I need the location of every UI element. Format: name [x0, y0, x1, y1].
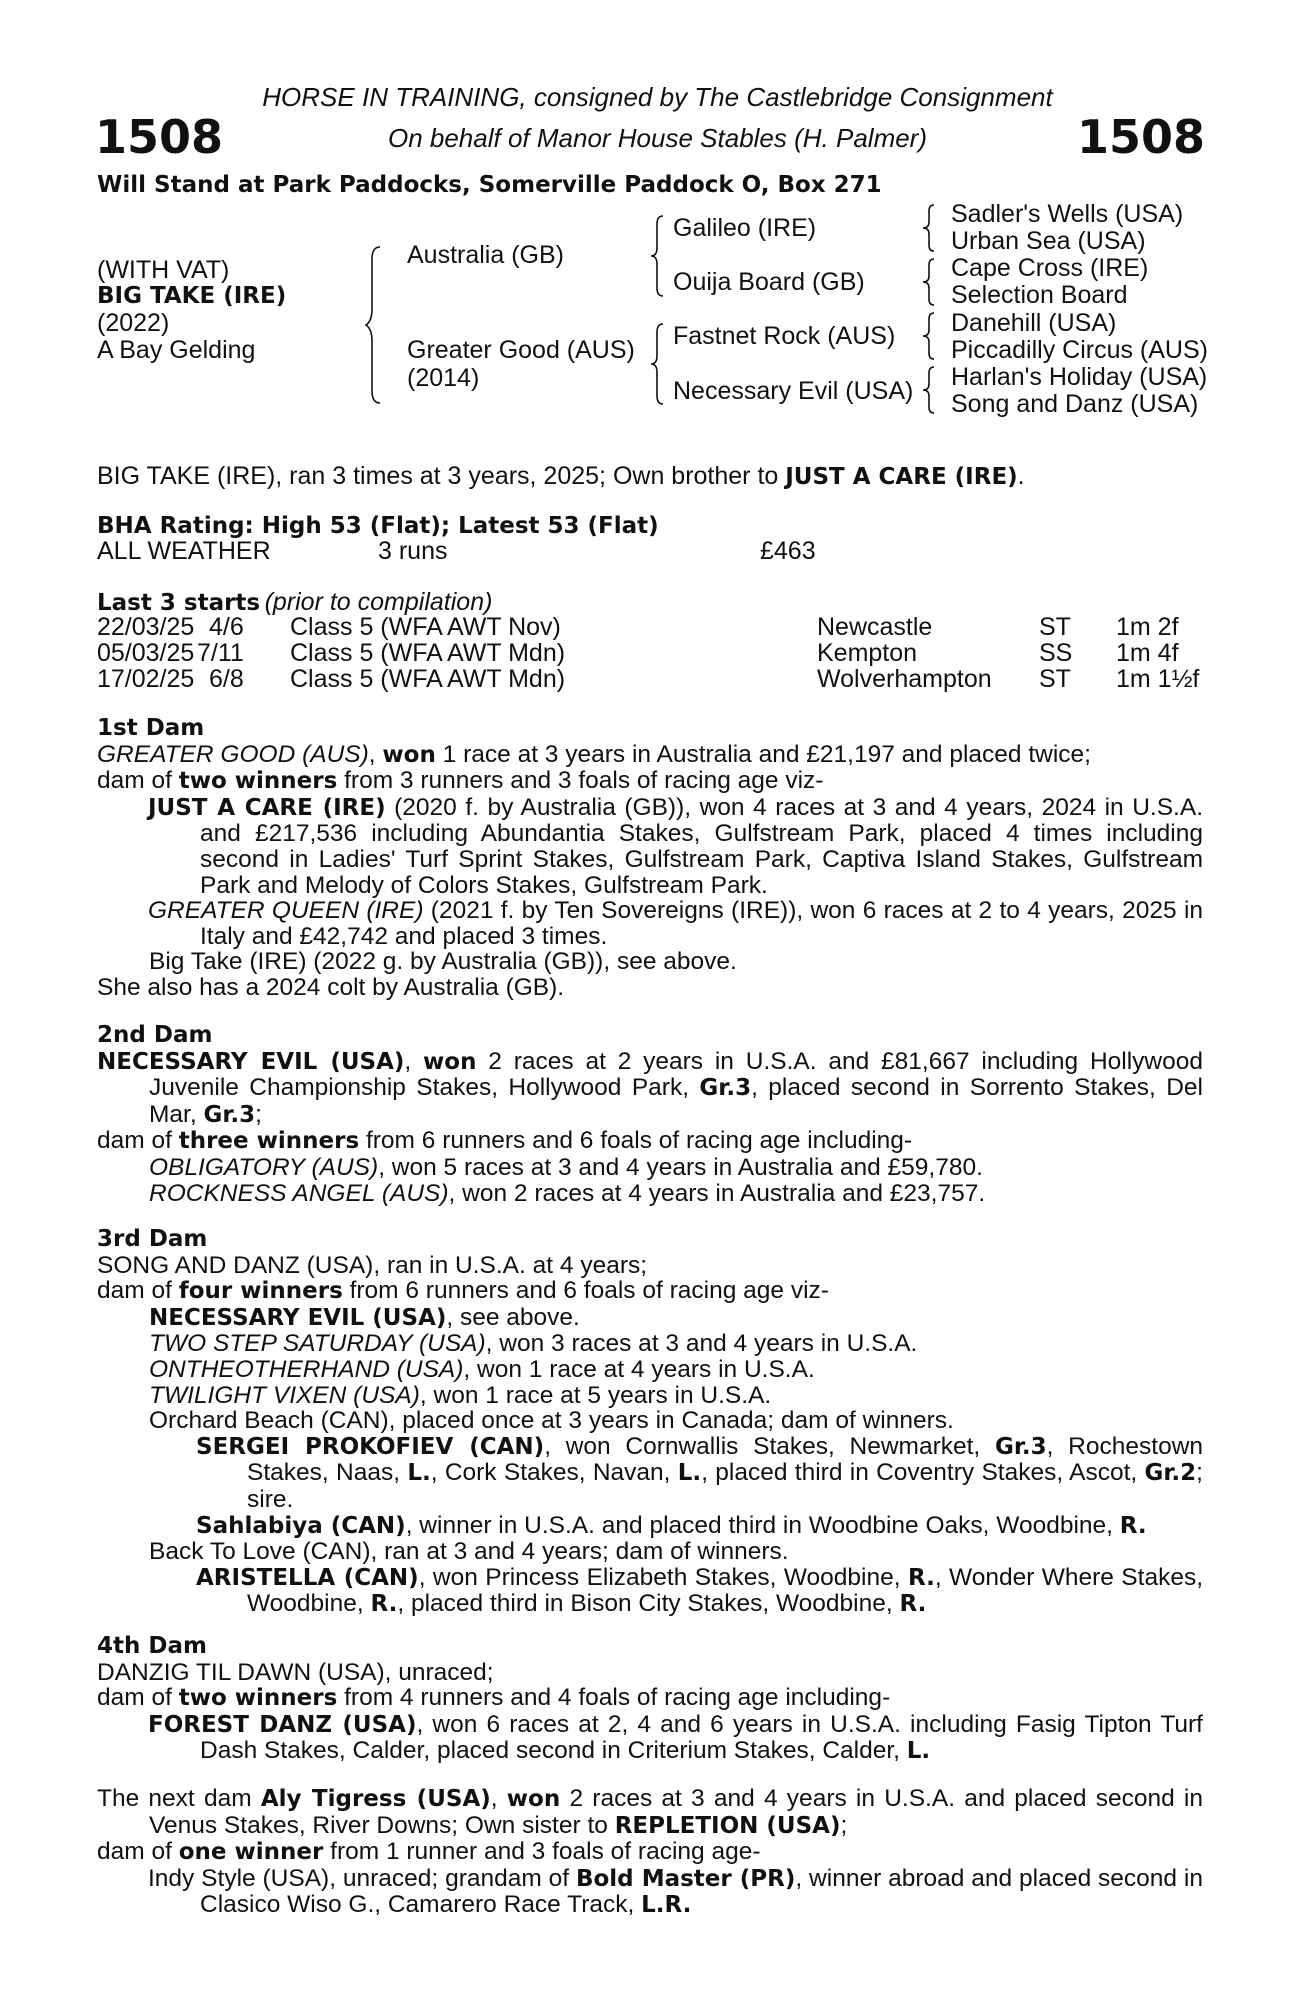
pedigree-sire-dam: Ouija Board (GB): [673, 268, 865, 296]
bha-rating: BHA Rating: High 53 (Flat); Latest 53 (Flat): [97, 513, 659, 539]
horse-description: A Bay Gelding: [97, 336, 256, 364]
brace-gen3-1: [923, 203, 937, 253]
list-item: ROCKNESS ANGEL (AUS), won 2 races at 4 years in Australia and £23,757.: [149, 1179, 986, 1207]
pedigree-dam-year: (2014): [407, 364, 480, 392]
pedigree-brace-dam: [651, 322, 667, 406]
pedigree-sdd: Selection Board: [951, 281, 1128, 309]
list-item: Orchard Beach (CAN), placed once at 3 years in Canada; dam of winners.: [149, 1407, 954, 1435]
pedigree-sire-sire: Galileo (IRE): [673, 214, 817, 242]
pedigree-sire: Australia (GB): [407, 241, 564, 269]
pedigree-dds: Harlan's Holiday (USA): [951, 363, 1208, 391]
list-item: FOREST DANZ (USA), won 6 races at 2, 4 and 6 years in U.S.A. including Fasig Tipton Turf Dash Stakes, Calder, placed second in Criterium Stakes, Calder, L.: [148, 1710, 1203, 1765]
first-dam-section: 1st Dam GREATER GOOD (AUS), won 1 race at 3 years in Australia and £21,197 and placed twice; dam of two winners from 3 runners and 3 foals of racing age viz- JUST A CARE (IRE) (2020 f. by Australia (GB)), won 4 races at 3 and 4 years, 2024 in U.S.A. and £217,536 including Abundantia Stakes, Gulfstream Park, placed 4 times including second in Ladies' Turf Sprint Stakes, Gulfstream Park, Captiva Island Stakes, Gulfstream Park and Melody of Colors Stakes, Gulfstream Park. GREATER QUEEN (IRE) (2021 f. by Ten Sovereigns (IRE)), won 6 races at 2 to 4 years, 2025 in Italy and £42,742 and placed 3 times. Big Take (IRE) (2022 g. by Australia (GB)), see above. She also has a 2024 colt by Australia (GB).: [97, 715, 1204, 1001]
pedigree-dam-dam: Necessary Evil (USA): [673, 377, 914, 405]
consignment-line: HORSE IN TRAINING, consigned by The Castlebridge Consignment: [262, 82, 1053, 112]
list-item: NECESSARY EVIL (USA), see above.: [149, 1303, 580, 1331]
list-item: ARISTELLA (CAN), won Princess Elizabeth Stakes, Woodbine, R., Wonder Where Stakes, Woodbine, R., placed third in Bison City Stakes, Woodbine, R.: [196, 1563, 1204, 1618]
lot-number-right: 1508: [1076, 110, 1205, 164]
list-item: OBLIGATORY (AUS), won 5 races at 3 and 4 years in Australia and £59,780.: [149, 1153, 983, 1181]
surface-label: ALL WEATHER: [97, 537, 271, 565]
pedigree-sss: Sadler's Wells (USA): [951, 200, 1184, 228]
pedigree-ddd: Song and Danz (USA): [951, 390, 1199, 418]
pedigree-ssd: Urban Sea (USA): [951, 227, 1146, 255]
brace-gen3-4: [923, 365, 937, 415]
next-dam-section: The next dam Aly Tigress (USA), won 2 races at 3 and 4 years in U.S.A. and placed second in Venus Stakes, River Downs; Own sister to REPLETION (USA); dam of one winner from 1 runner and 3 foals of racing age- Indy Style (USA), unraced; grandam of Bold Master (PR), winner abroad and placed second in Clasico Wiso G., Camarero Race Track, L.R.: [97, 1785, 1204, 1919]
list-item: TWO STEP SATURDAY (USA), won 3 races at 3 and 4 years in U.S.A.: [149, 1330, 918, 1358]
fourth-dam-section: 4th Dam DANZIG TIL DAWN (USA), unraced; dam of two winners from 4 runners and 4 foals of racing age including- FOREST DANZ (USA), won 6 races at 2, 4 and 6 years in U.S.A. including Fasig Tipton Turf Dash Stakes, Calder, placed second in Criterium Stakes, Calder, L.: [97, 1633, 1203, 1765]
section-heading: 2nd Dam: [97, 1022, 213, 1048]
pedigree-brace-main: [366, 245, 386, 405]
pedigree-dam-sire: Fastnet Rock (AUS): [673, 322, 896, 350]
section-heading: 4th Dam: [97, 1633, 207, 1659]
list-item: Back To Love (CAN), ran at 3 and 4 years; dam of winners.: [149, 1538, 789, 1566]
earnings: £463: [760, 537, 816, 565]
list-item: TWILIGHT VIXEN (USA), won 1 race at 5 years in U.S.A.: [149, 1381, 772, 1409]
stand-location: Will Stand at Park Paddocks, Somerville Paddock O, Box 271: [97, 172, 882, 198]
runs-count: 3 runs: [378, 537, 448, 565]
pedigree-dss: Danehill (USA): [951, 309, 1117, 337]
list-item: Indy Style (USA), unraced; grandam of Bold Master (PR), winner abroad and placed second in Clasico Wiso G., Camarero Race Track, L.R.: [148, 1864, 1203, 1919]
second-dam-section: 2nd Dam NECESSARY EVIL (USA), won 2 races at 2 years in U.S.A. and £81,667 including Hollywood Juvenile Championship Stakes, Hollywood Park, Gr.3, placed second in Sorrento Stakes, Del Mar, Gr.3; dam of three winners from 6 runners and 6 foals of racing age including- OBLIGATORY (AUS), won 5 races at 3 and 4 years in Australia and £59,780. ROCKNESS ANGEL (AUS), won 2 races at 4 years in Australia and £23,757.: [97, 1022, 1203, 1207]
list-item: ONTHEOTHERHAND (USA), won 1 race at 4 years in U.S.A.: [149, 1355, 815, 1383]
last-starts-heading: Last 3 starts (prior to compilation): [97, 588, 493, 616]
lot-number-left: 1508: [95, 110, 224, 164]
list-item: Big Take (IRE) (2022 g. by Australia (GB)), see above.: [149, 948, 737, 976]
pedigree-sds: Cape Cross (IRE): [951, 254, 1149, 282]
pedigree-brace-sire: [651, 214, 667, 298]
section-heading: 1st Dam: [97, 715, 205, 741]
section-heading: 3rd Dam: [97, 1226, 208, 1252]
third-dam-section: 3rd Dam SONG AND DANZ (USA), ran in U.S.A. at 4 years; dam of four winners from 6 runners and 6 foals of racing age viz- NECESSARY EVIL (USA), see above. TWO STEP SATURDAY (USA), won 3 races at 3 and 4 years in U.S.A. ONTHEOTHERHAND (USA), won 1 race at 4 years in U.S.A. TWILIGHT VIXEN (USA), won 1 race at 5 years in U.S.A. Orchard Beach (CAN), placed once at 3 years in Canada; dam of winners. SERGEI PROKOFIEV (CAN), won Cornwallis Stakes, Newmarket, Gr.3, Rochestown Stakes, Naas, L., Cork Stakes, Navan, L., placed third in Coventry Stakes, Ascot, Gr.2; sire. Sahlabiya (CAN), winner in U.S.A. and placed third in Woodbine Oaks, Woodbine, R. Back To Love (CAN), ran at 3 and 4 years; dam of winners. ARISTELLA (CAN), won Princess Elizabeth Stakes, Woodbine, R., Wonder Where Stakes, Woodbine, R., placed third in Bison City Stakes, Woodbine, R.: [97, 1226, 1204, 1618]
pedigree-dsd: Piccadilly Circus (AUS): [951, 336, 1208, 364]
vat-note: (WITH VAT): [97, 256, 230, 284]
full-sibling-name: JUST A CARE (IRE): [785, 464, 1018, 490]
list-item: JUST A CARE (IRE) (2020 f. by Australia (GB)), won 4 races at 3 and 4 years, 2024 in U.S.A. and £217,536 including Abundantia Stakes, Gulfstream Park, placed 4 times including second in Ladies' Turf Sprint Stakes, Gulfstream Park, Captiva Island Stakes, Gulfstream Park and Melody of Colors Stakes, Gulfstream Park.: [148, 793, 1203, 899]
race-summary: BIG TAKE (IRE), ran 3 times at 3 years, 2025; Own brother to JUST A CARE (IRE).: [97, 462, 1025, 490]
horse-year: (2022): [97, 309, 170, 337]
on-behalf-line: On behalf of Manor House Stables (H. Palmer): [387, 123, 928, 153]
horse-name: BIG TAKE (IRE): [97, 283, 287, 309]
brace-gen3-3: [923, 311, 937, 361]
list-item: SERGEI PROKOFIEV (CAN), won Cornwallis Stakes, Newmarket, Gr.3, Rochestown Stakes, Naas, L., Cork Stakes, Navan, L., placed third in Coventry Stakes, Ascot, Gr.2; sire.: [196, 1432, 1204, 1513]
list-item: Sahlabiya (CAN), winner in U.S.A. and placed third in Woodbine Oaks, Woodbine, R.: [196, 1511, 1147, 1539]
list-item: GREATER QUEEN (IRE) (2021 f. by Ten Sovereigns (IRE)), won 6 races at 2 to 4 years, 2025 in Italy and £42,742 and placed 3 times.: [148, 897, 1204, 950]
pedigree-dam: Greater Good (AUS): [407, 336, 635, 364]
brace-gen3-2: [923, 257, 937, 307]
